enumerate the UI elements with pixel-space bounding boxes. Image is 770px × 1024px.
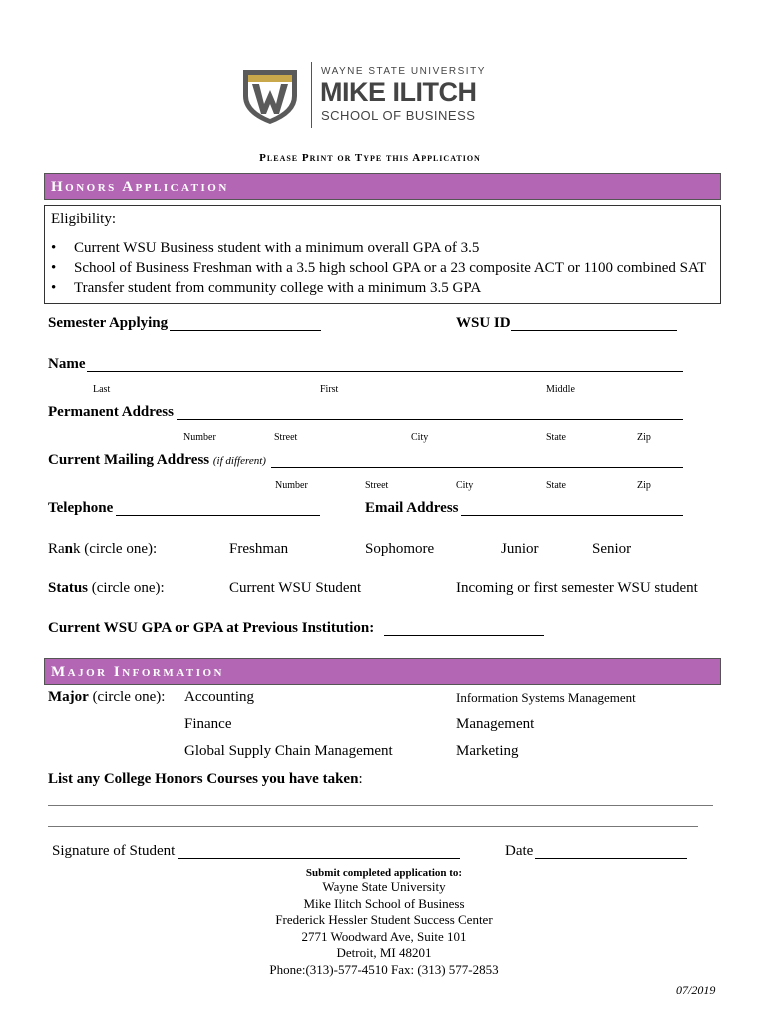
telephone-label: Telephone xyxy=(48,500,114,516)
permanent-sublabel-number: Number xyxy=(183,432,216,443)
mailing-address-label: Current Mailing Address (if different) xyxy=(48,452,266,468)
name-sublabel-last: Last xyxy=(93,384,111,395)
major-option-accounting[interactable]: Accounting xyxy=(184,689,254,705)
permanent-address-label: Permanent Address xyxy=(48,404,174,420)
logo-school-sub: SCHOOL OF BUSINESS xyxy=(321,108,476,123)
mailing-address-field[interactable] xyxy=(271,467,683,468)
wsu-id-field[interactable] xyxy=(511,330,677,331)
rank-label: Rank (circle one): xyxy=(48,541,158,557)
logo-school-name: MIKE ILITCH xyxy=(320,77,477,107)
logo-divider xyxy=(311,62,312,128)
major-option-finance[interactable]: Finance xyxy=(184,716,232,732)
eligibility-item: • School of Business Freshman with a 3.5 high school GPA or a 23 composite ACT or 1100 combined SAT xyxy=(51,258,706,278)
major-information-title: Major Information xyxy=(51,664,224,680)
eligibility-item: • Current WSU Business student with a minimum overall GPA of 3.5 xyxy=(51,238,706,258)
major-label: Major (circle one): xyxy=(48,689,166,705)
gpa-field[interactable] xyxy=(384,635,544,636)
status-label: Status (circle one): xyxy=(48,580,165,596)
honors-courses-label: List any College Honors Courses you have taken: xyxy=(48,771,363,787)
honors-courses-line-2[interactable] xyxy=(48,826,698,827)
signature-field[interactable] xyxy=(178,858,460,859)
submit-line: Wayne State University xyxy=(322,879,446,894)
date-label: Date xyxy=(505,843,534,859)
mailing-sublabel-number: Number xyxy=(275,480,308,491)
rank-option-freshman[interactable]: Freshman xyxy=(229,541,289,557)
semester-applying-label: Semester Applying xyxy=(48,315,169,331)
honors-courses-line-1[interactable] xyxy=(48,805,713,806)
mailing-sublabel-city: City xyxy=(456,480,474,491)
date-field[interactable] xyxy=(535,858,687,859)
status-option-current[interactable]: Current WSU Student xyxy=(229,580,362,596)
submit-heading: Submit completed application to: xyxy=(305,867,463,879)
submit-address-block xyxy=(234,879,534,978)
submit-line: Frederick Hessler Student Success Center xyxy=(275,912,493,927)
rank-option-junior[interactable]: Junior xyxy=(501,541,539,557)
permanent-sublabel-city: City xyxy=(411,432,429,443)
wsu-id-label: WSU ID xyxy=(456,315,511,331)
gpa-label: Current WSU GPA or GPA at Previous Institution: xyxy=(48,620,375,636)
eligibility-box xyxy=(44,205,721,304)
major-information-header xyxy=(44,658,721,685)
print-instruction: Please Print or Type this Application xyxy=(259,152,481,164)
logo-university-text: WAYNE STATE UNIVERSITY xyxy=(321,66,486,77)
permanent-address-field[interactable] xyxy=(177,419,683,420)
submit-line: 2771 Woodward Ave, Suite 101 xyxy=(301,928,467,944)
mailing-sublabel-zip: Zip xyxy=(637,480,651,491)
major-option-management[interactable]: Management xyxy=(456,716,535,732)
permanent-sublabel-zip: Zip xyxy=(637,432,651,443)
telephone-field[interactable] xyxy=(116,515,320,516)
major-option-information-systems[interactable]: Information Systems Management xyxy=(456,690,636,705)
semester-applying-field[interactable] xyxy=(170,330,321,331)
mailing-sublabel-street: Street xyxy=(365,480,389,491)
submit-line: Detroit, MI 48201 xyxy=(336,945,432,960)
name-sublabel-first: First xyxy=(320,384,339,395)
mailing-sublabel-state: State xyxy=(546,480,566,491)
form-version: 07/2019 xyxy=(676,983,716,997)
honors-application-title: Honors Application xyxy=(51,179,229,195)
honors-application-header xyxy=(44,173,721,200)
email-address-field[interactable] xyxy=(461,515,683,516)
school-logo xyxy=(241,60,511,130)
permanent-sublabel-street: Street xyxy=(274,432,298,443)
submit-line: Mike Ilitch School of Business xyxy=(303,895,465,911)
eligibility-title: Eligibility: xyxy=(51,211,117,227)
rank-option-senior[interactable]: Senior xyxy=(592,541,632,557)
email-address-label: Email Address xyxy=(365,500,459,516)
rank-option-sophomore[interactable]: Sophomore xyxy=(365,541,435,557)
name-field[interactable] xyxy=(87,371,683,372)
permanent-sublabel-state: State xyxy=(546,432,566,443)
submit-line: Phone:(313)-577-4510 Fax: (313) 577-2853 xyxy=(269,961,499,977)
name-sublabel-middle: Middle xyxy=(546,384,575,395)
eligibility-item: • Transfer student from community college with a minimum 3.5 GPA xyxy=(51,278,706,298)
name-label: Name xyxy=(48,356,86,372)
major-option-supply-chain[interactable]: Global Supply Chain Management xyxy=(184,743,393,759)
eligibility-list xyxy=(51,238,706,298)
status-option-incoming[interactable]: Incoming or first semester WSU student xyxy=(456,580,698,596)
signature-label: Signature of Student xyxy=(52,843,176,859)
shield-w-icon xyxy=(241,66,299,126)
major-option-marketing[interactable]: Marketing xyxy=(456,743,519,759)
